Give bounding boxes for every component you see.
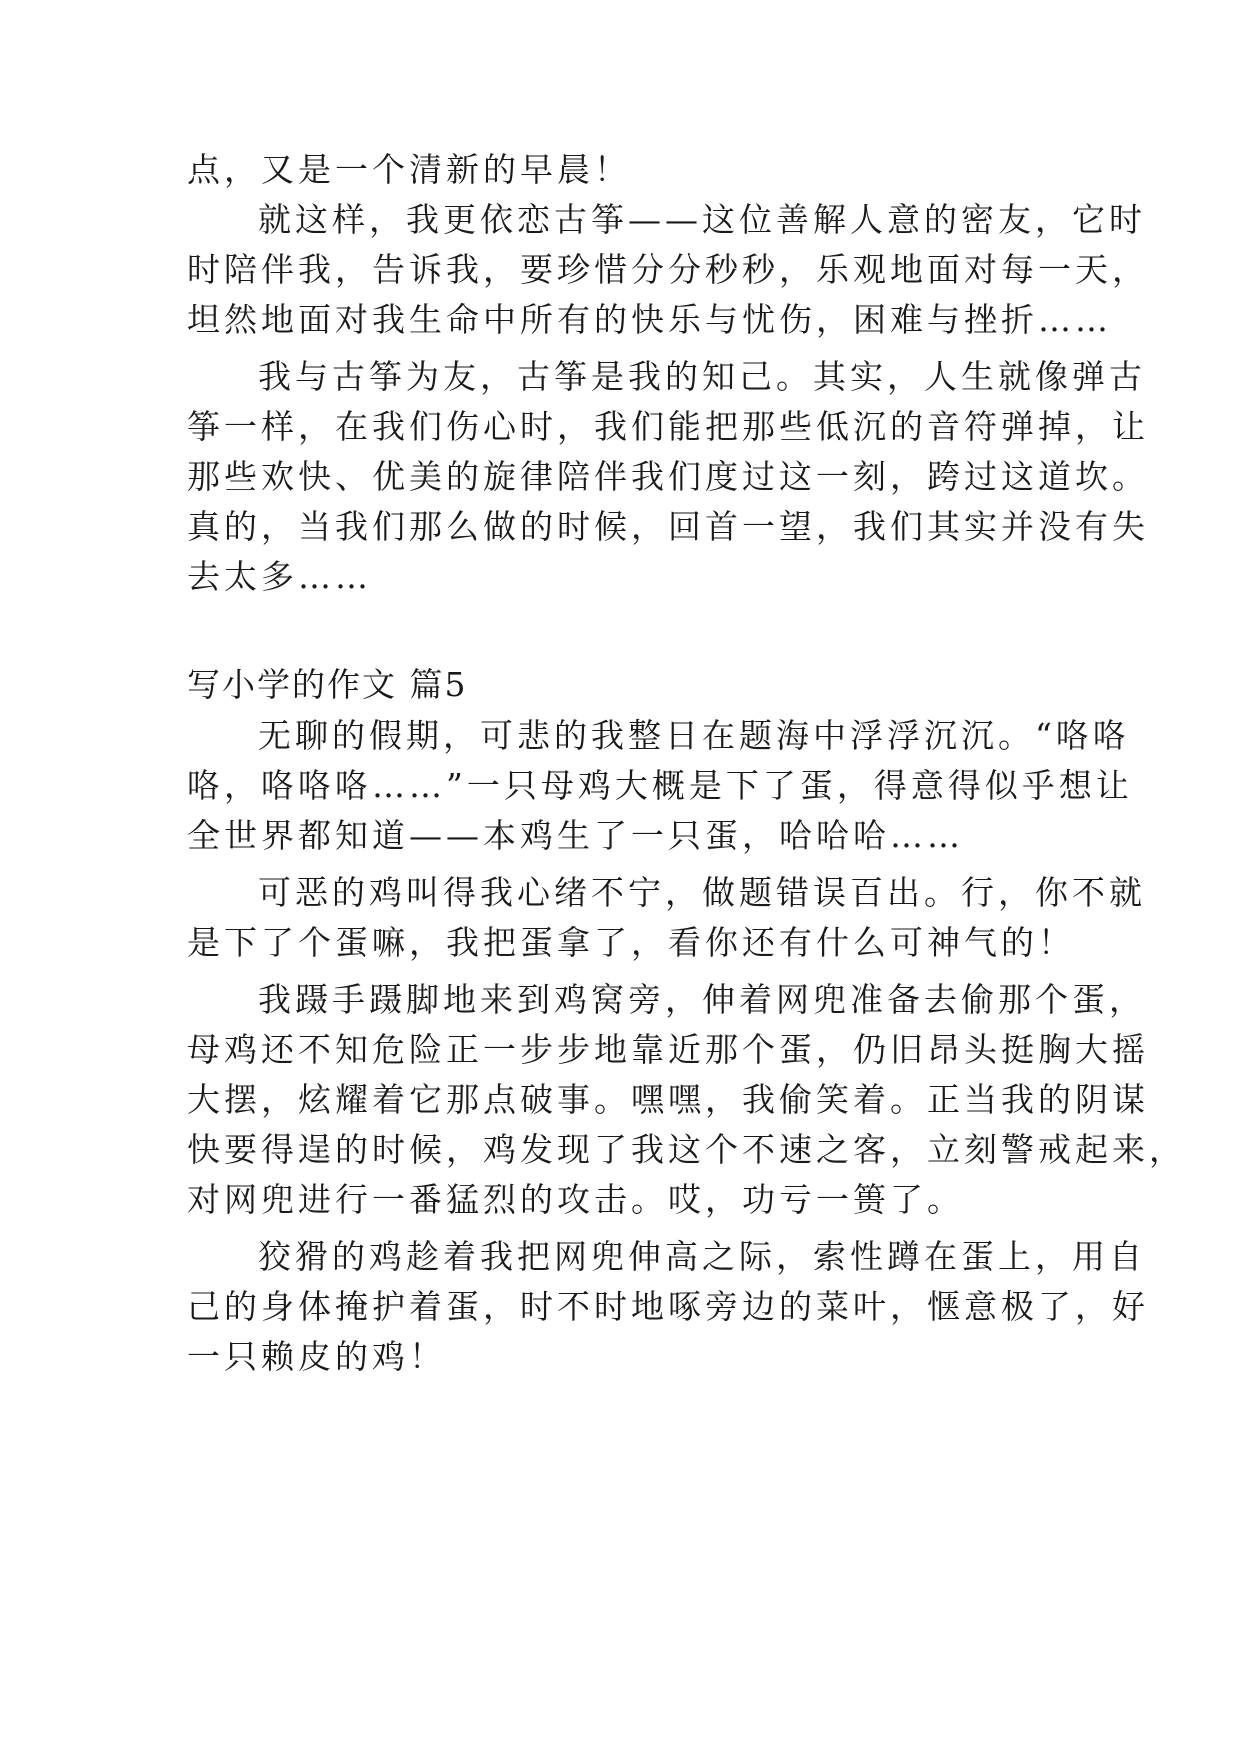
paragraph-line: 一只赖皮的鸡！ [187,1337,446,1376]
paragraph-line: 时陪伴我，告诉我，要珍惜分分秒秒，乐观地面对每一天， [187,250,1149,289]
paragraph-line: 对网兜进行一番猛烈的攻击。哎，功亏一篑了。 [187,1180,964,1219]
section-heading: 写小学的作文 篇5 [187,665,468,704]
paragraph-line: 全世界都知道——本鸡生了一只蛋，哈哈哈…… [187,816,964,855]
paragraph-line: 狡猾的鸡趁着我把网兜伸高之际，索性蹲在蛋上，用自 [258,1237,1146,1276]
paragraph-line: 可恶的鸡叫得我心绪不宁，做题错误百出。行，你不就 [258,873,1146,912]
paragraph-line: 己的身体掩护着蛋，时不时地啄旁边的菜叶，惬意极了，好 [187,1287,1149,1326]
paragraph-line: 真的，当我们那么做的时候，回首一望，我们其实并没有失 [187,507,1149,546]
paragraph-line: 快要得逞的时候，鸡发现了我这个不速之客，立刻警戒起来， [187,1130,1186,1169]
paragraph-line: 是下了个蛋嘛，我把蛋拿了，看你还有什么可神气的！ [187,923,1075,962]
paragraph-line: 母鸡还不知危险正一步步地靠近那个蛋，仍旧昂头挺胸大摇 [187,1030,1149,1069]
paragraph-line: 去太多…… [187,557,372,596]
paragraph-line: 咯，咯咯咯……”一只母鸡大概是下了蛋，得意得似乎想让 [187,766,1133,805]
paragraph-line: 坦然地面对我生命中所有的快乐与忧伤，困难与挫折…… [187,300,1112,339]
paragraph-line: 点，又是一个清新的早晨！ [187,150,631,189]
paragraph-line: 那些欢快、优美的旋律陪伴我们度过这一刻，跨过这道坎。 [187,457,1149,496]
paragraph-line: 无聊的假期，可悲的我整日在题海中浮浮沉沉。“咯咯 [258,716,1130,755]
paragraph-line: 大摆，炫耀着它那点破事。嘿嘿，我偷笑着。正当我的阴谋 [187,1080,1149,1119]
paragraph-line: 筝一样，在我们伤心时，我们能把那些低沉的音符弹掉，让 [187,407,1149,446]
paragraph-line: 我蹑手蹑脚地来到鸡窝旁，伸着网兜准备去偷那个蛋， [258,980,1146,1019]
paragraph-line: 就这样，我更依恋古筝——这位善解人意的密友，它时 [258,200,1146,239]
paragraph-line: 我与古筝为友，古筝是我的知己。其实，人生就像弹古 [258,357,1146,396]
